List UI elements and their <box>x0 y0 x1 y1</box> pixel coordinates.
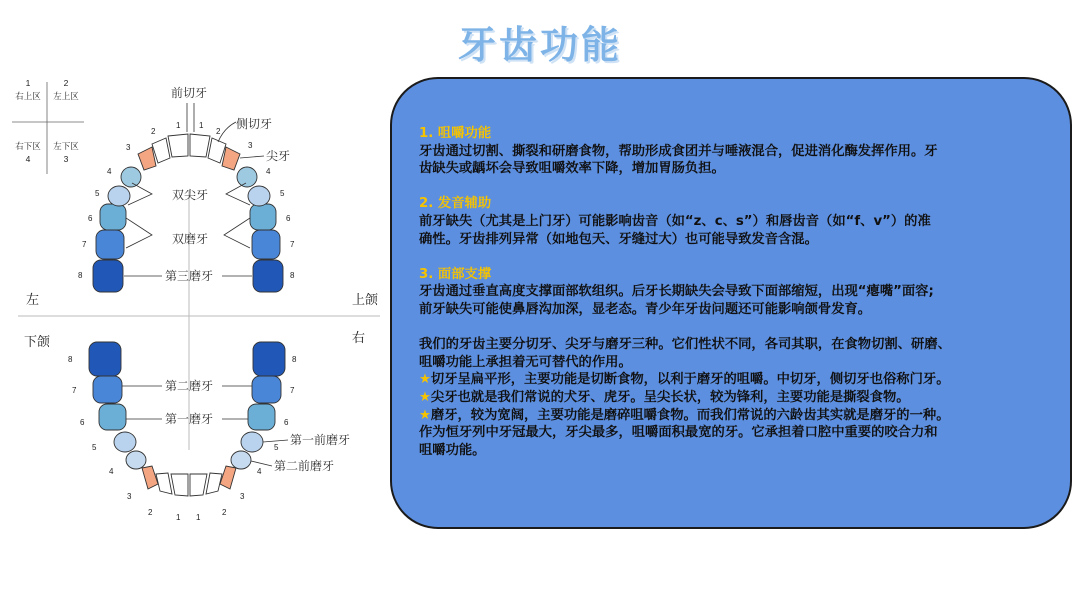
tooth-upper-8-left <box>93 260 123 292</box>
tooth-upper-7-right <box>252 230 280 259</box>
section-chewing-line-1: 牙齿通过切割、撕裂和研磨食物，帮助形成食团并与唾液混合，促进消化酶发挥作用。牙 <box>419 143 938 159</box>
intro-line-1: 我们的牙齿主要分切牙、尖牙与磨牙三种。它们性状不同，各司其职，在食物切割、研磨、 <box>419 337 951 353</box>
svg-text:1: 1 <box>196 513 201 522</box>
label-molar: 双磨牙 <box>172 232 209 246</box>
tooth-upper-5-right <box>248 186 270 206</box>
svg-text:6: 6 <box>284 418 289 427</box>
star-icon: ★ <box>419 372 431 388</box>
dental-chart-diagram <box>0 70 390 600</box>
tooth-lower-7-right <box>252 376 281 403</box>
svg-text:1: 1 <box>176 513 181 522</box>
label-first-premolar: 第一前磨牙 <box>290 433 351 447</box>
section-speech-title: 2. 发音辅助 <box>419 196 492 212</box>
tooth-upper-6-left <box>100 204 126 230</box>
svg-text:1: 1 <box>176 121 181 130</box>
label-lateral-incisor: 侧切牙 <box>236 117 273 131</box>
svg-text:6: 6 <box>286 214 291 223</box>
svg-text:4: 4 <box>266 167 271 176</box>
label-lower-jaw: 下颌 <box>24 334 51 349</box>
svg-text:2: 2 <box>151 127 156 136</box>
tooth-upper-7-left <box>96 230 124 259</box>
svg-text:8: 8 <box>78 271 83 280</box>
tooth-lower-8-right <box>253 342 285 376</box>
svg-text:3: 3 <box>240 492 245 501</box>
section-speech-line-1: 前牙缺失（尤其是上门牙）可能影响齿音（如“z、c、s”）和唇齿音（如“f、v”）的准 <box>419 213 931 229</box>
svg-text:4: 4 <box>107 167 112 176</box>
svg-text:6: 6 <box>88 214 93 223</box>
tooth-upper-4-right <box>237 167 257 187</box>
quad-4-number: 4 <box>25 154 31 164</box>
label-second-molar: 第二磨牙 <box>165 379 214 393</box>
svg-text:7: 7 <box>82 240 87 249</box>
tooth-lower-2-right <box>206 473 222 494</box>
bullet-molar-line-2: 作为恒牙列中牙冠最大，牙尖最多，咀嚼面积最宽的牙。它承担着口腔中重要的咬合力和 <box>419 425 938 441</box>
bullet-canine: ★尖牙也就是我们常说的犬牙、虎牙。呈尖长状，较为锋利，主要功能是撕裂食物。 <box>419 389 910 405</box>
tooth-lower-6-left <box>99 404 126 430</box>
tooth-upper-1-right <box>190 134 210 157</box>
svg-text:2: 2 <box>216 127 221 136</box>
svg-text:3: 3 <box>126 143 131 152</box>
section-face-title: 3. 面部支撑 <box>419 266 492 282</box>
label-third-molar: 第三磨牙 <box>165 269 214 283</box>
quad-3-label: 左下区 <box>53 141 79 151</box>
label-premolar: 双尖牙 <box>172 188 209 202</box>
section-speech-line-2: 确性。牙齿排列异常（如地包天、牙缝过大）也可能导致发音含混。 <box>419 231 818 247</box>
quad-1-number: 1 <box>25 78 31 88</box>
tooth-upper-3-right <box>222 147 240 170</box>
tooth-upper-1-left <box>168 134 188 157</box>
label-upper-jaw: 上颌 <box>352 292 379 307</box>
svg-text:3: 3 <box>127 492 132 501</box>
svg-text:7: 7 <box>72 386 77 395</box>
svg-text:8: 8 <box>290 271 295 280</box>
bullet-molar: ★磨牙，较为宽阔，主要功能是磨碎咀嚼食物。而我们常说的六龄齿其实就是磨牙的一种。 <box>419 407 950 423</box>
tooth-upper-3-left <box>138 147 156 170</box>
svg-text:5: 5 <box>95 189 100 198</box>
quadrant-legend <box>12 78 84 174</box>
tooth-upper-6-right <box>250 204 276 230</box>
quad-2-label: 左上区 <box>53 91 79 101</box>
tooth-upper-5-left <box>108 186 130 206</box>
svg-text:5: 5 <box>280 189 285 198</box>
tooth-lower-3-left <box>142 466 158 489</box>
svg-text:8: 8 <box>292 355 297 364</box>
tooth-lower-8-left <box>89 342 121 376</box>
label-left: 左 <box>26 292 40 307</box>
star-icon: ★ <box>419 389 431 405</box>
quad-2-number: 2 <box>63 78 69 88</box>
svg-text:3: 3 <box>248 141 253 150</box>
svg-text:7: 7 <box>290 386 295 395</box>
quad-4-label: 右下区 <box>15 141 41 151</box>
content-card <box>390 77 1072 529</box>
tooth-lower-4-left <box>126 451 146 469</box>
tooth-lower-4-right <box>231 451 251 469</box>
label-first-molar: 第一磨牙 <box>165 412 214 426</box>
content-body <box>419 125 1049 459</box>
svg-text:8: 8 <box>68 355 73 364</box>
label-canine: 尖牙 <box>266 149 291 163</box>
quad-1-label: 右上区 <box>15 91 41 101</box>
section-face-line-2: 前牙缺失可能使鼻唇沟加深，显老态。青少年牙齿问题还可能影响颌骨发育。 <box>419 301 872 317</box>
label-right: 右 <box>352 330 366 345</box>
tooth-lower-3-right <box>220 466 236 489</box>
tooth-lower-2-left <box>156 473 172 494</box>
tooth-lower-6-right <box>248 404 275 430</box>
section-face-line-1: 牙齿通过垂直高度支撑面部软组织。后牙长期缺失会导致下面部缩短，出现“瘪嘴”面容; <box>419 284 934 300</box>
bullet-incisor: ★切牙呈扁平形，主要功能是切断食物，以利于磨牙的咀嚼。中切牙，侧切牙也俗称门牙。 <box>419 372 950 388</box>
tooth-lower-7-left <box>93 376 122 403</box>
bullet-molar-line-3: 咀嚼功能。 <box>419 442 486 458</box>
page-title: 牙齿功能 <box>457 23 622 67</box>
label-front-incisor: 前切牙 <box>171 86 208 100</box>
svg-text:4: 4 <box>257 467 262 476</box>
tooth-lower-5-right <box>241 432 263 452</box>
svg-text:5: 5 <box>274 443 279 452</box>
tooth-lower-1-left <box>171 474 188 496</box>
svg-text:2: 2 <box>222 508 227 517</box>
tooth-upper-4-left <box>121 167 141 187</box>
svg-text:4: 4 <box>109 467 114 476</box>
star-icon: ★ <box>419 407 431 423</box>
intro-line-2: 咀嚼功能上承担着无可替代的作用。 <box>419 354 632 370</box>
svg-text:7: 7 <box>290 240 295 249</box>
section-chewing-title: 1. 咀嚼功能 <box>419 126 492 141</box>
tooth-upper-8-right <box>253 260 283 292</box>
tooth-lower-5-left <box>114 432 136 452</box>
svg-text:5: 5 <box>92 443 97 452</box>
tooth-lower-1-right <box>190 474 207 496</box>
svg-text:6: 6 <box>80 418 85 427</box>
quad-3-number: 3 <box>63 154 69 164</box>
label-second-premolar: 第二前磨牙 <box>274 459 335 473</box>
section-chewing-line-2: 齿缺失或龋坏会导致咀嚼效率下降，增加胃肠负担。 <box>419 161 725 177</box>
svg-text:1: 1 <box>199 121 204 130</box>
svg-text:2: 2 <box>148 508 153 517</box>
